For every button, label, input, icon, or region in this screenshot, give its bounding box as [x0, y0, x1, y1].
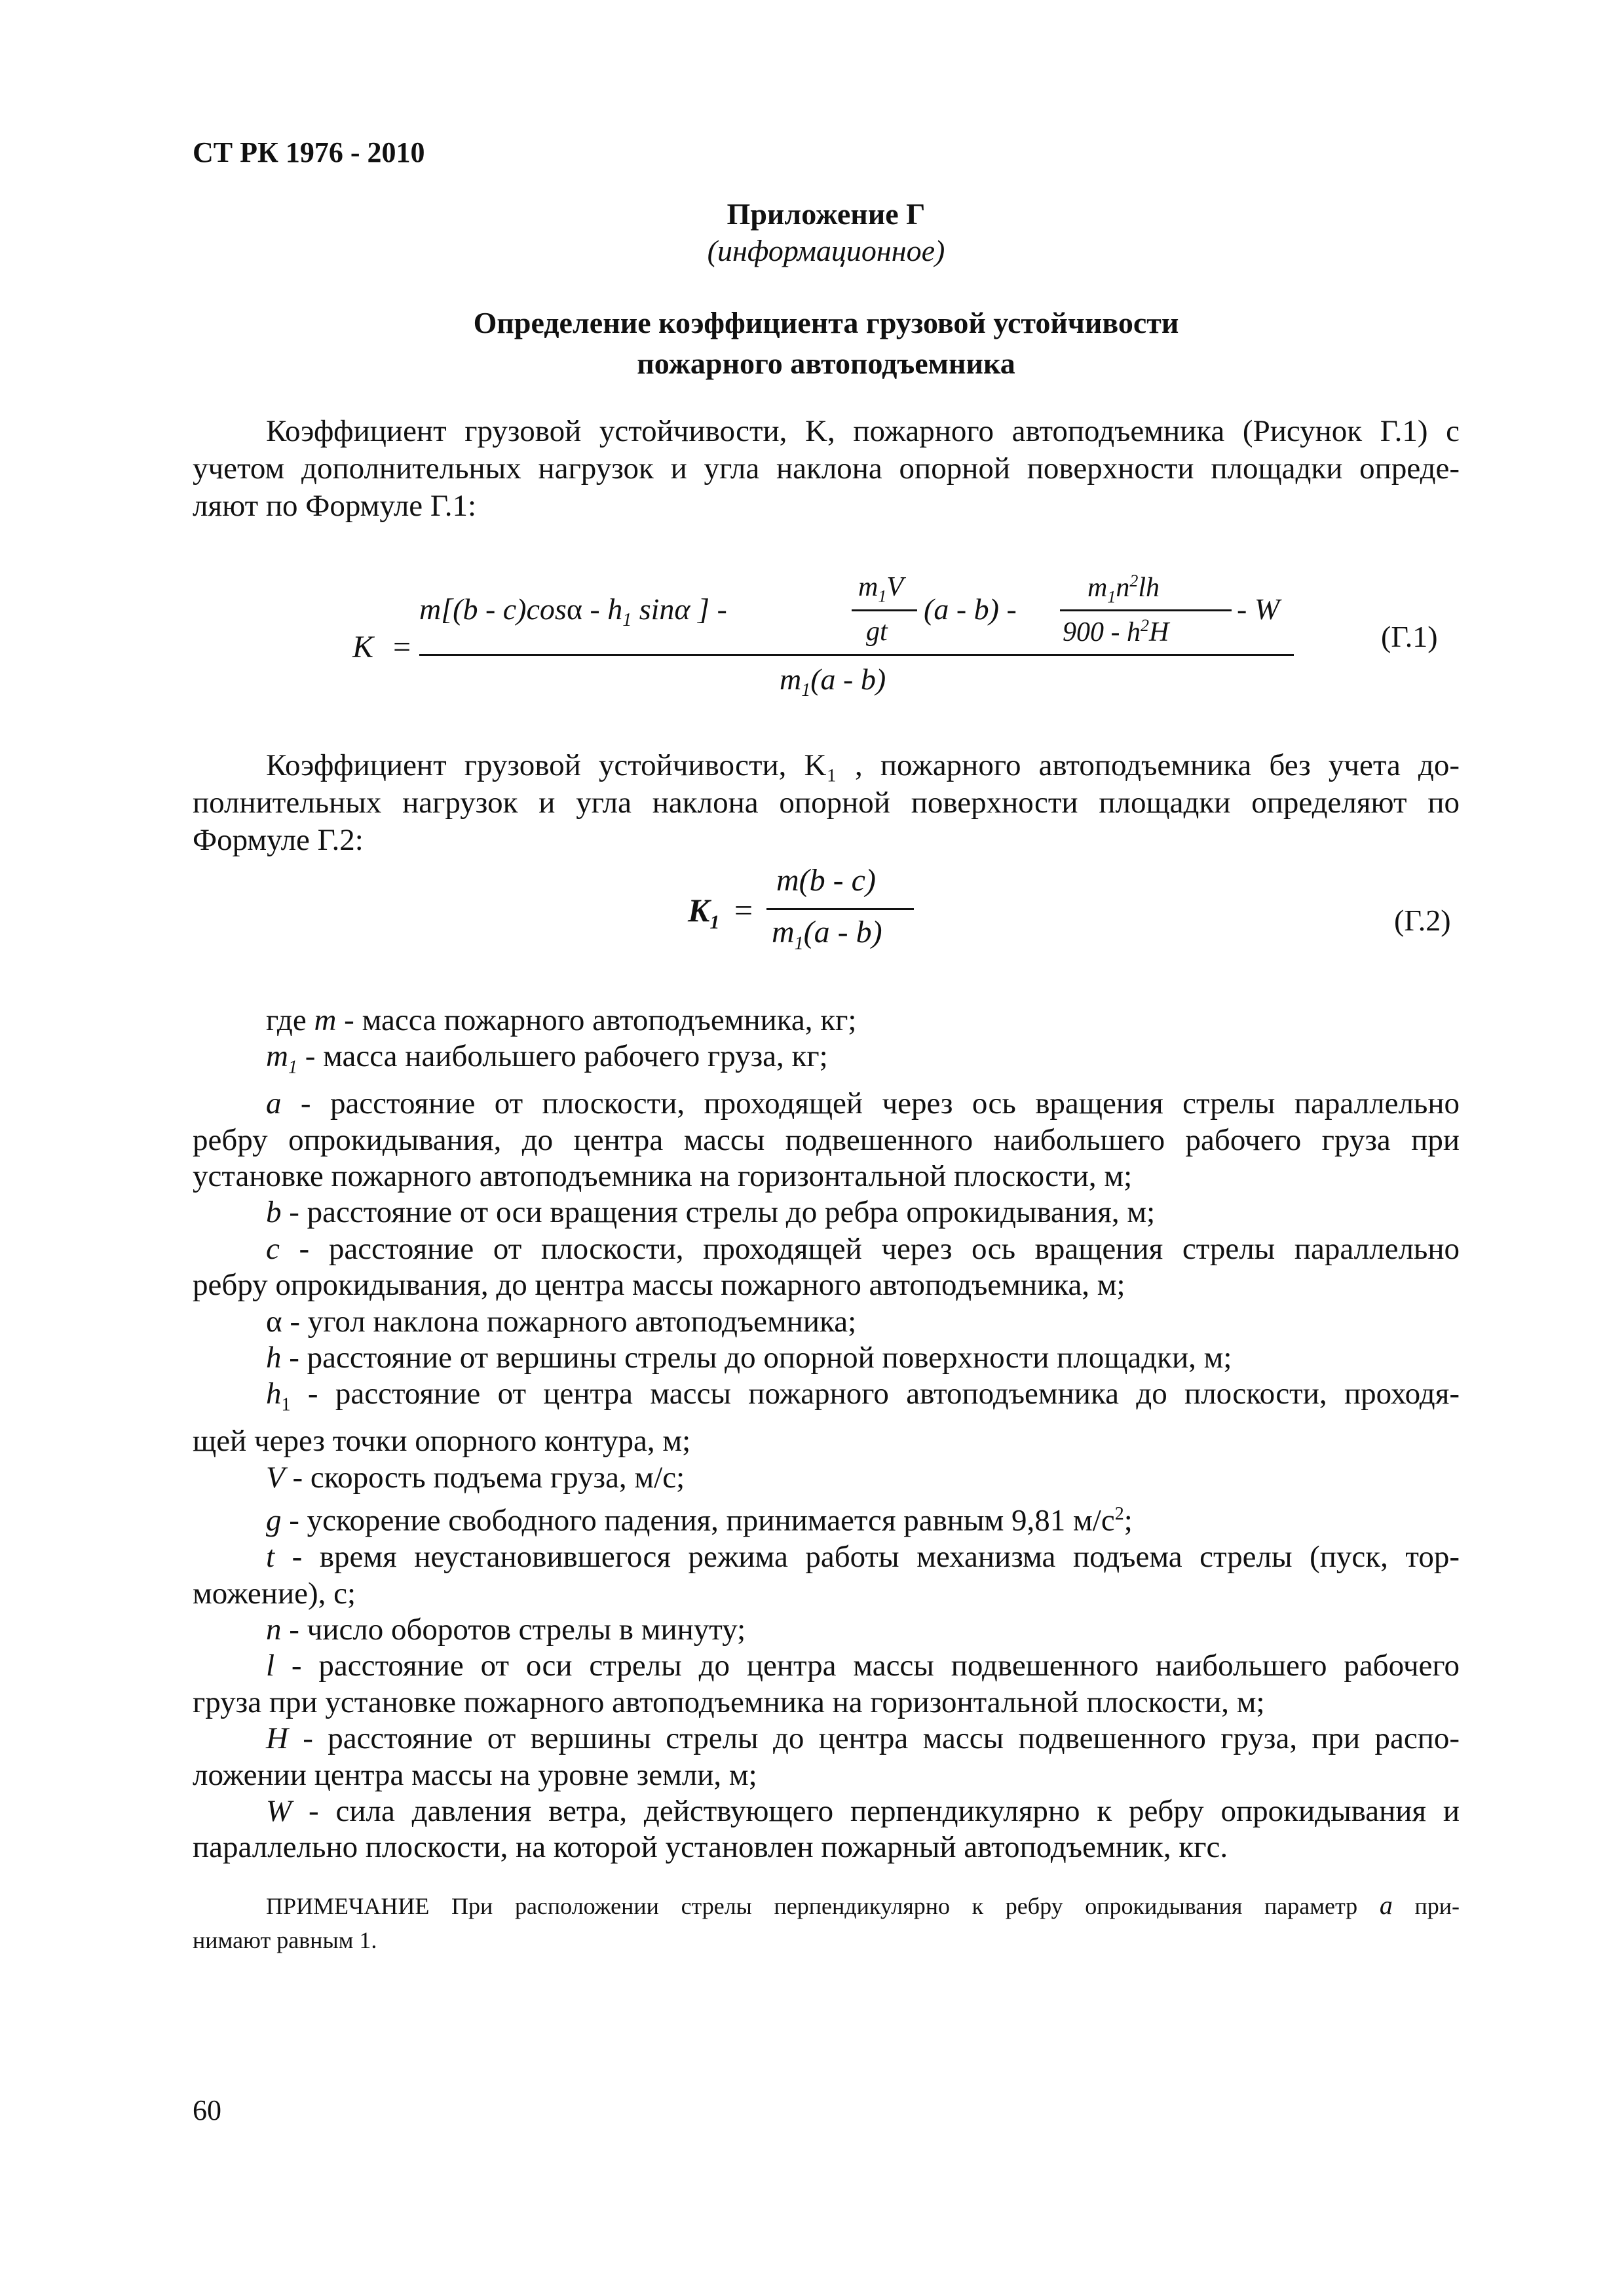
def-c-line1: c - расстояние от плоскости, проходящей через ось вращения стрелы параллельно: [266, 1231, 1460, 1266]
formula1-tail: - W: [1237, 592, 1280, 626]
appendix-title: Приложение Г: [727, 197, 926, 231]
intro1-line2: учетом дополнительных нагрузок и угла наклона опорной поверхности площадки опреде-: [193, 451, 1460, 486]
def-W-line2: параллельно плоскости, на которой установлен пожарный автоподъемник, кгс.: [193, 1830, 1228, 1865]
formula1-ab: (a - b) -: [924, 592, 1017, 626]
def-V: V - скорость подъема груза, м/с;: [266, 1460, 685, 1495]
formula2-bar: [766, 908, 914, 910]
formula1-frac2-num: $m_1n^2lh$: [1087, 571, 1160, 607]
intro2-line2: полнительных нагрузок и угла наклона опорной поверхности площадки определяют по: [193, 786, 1460, 820]
formula1-number: (Г.1): [1381, 620, 1438, 653]
note-line1: ПРИМЕЧАНИЕ При расположении стрелы перпендикулярно к ребру опрокидывания параметр a при-: [266, 1890, 1460, 1920]
appendix-subtitle: (информационное): [707, 234, 945, 267]
note-block: [193, 1888, 1460, 1957]
formula1-frac1-bar: [852, 609, 917, 611]
intro-paragraph-2: [193, 747, 1460, 859]
def-m1: $m_1$ - масса наибольшего рабочего груза, кг;: [266, 1039, 828, 1078]
def-a-line1: a - расстояние от плоскости, проходящей через ось вращения стрелы параллельно: [266, 1086, 1460, 1121]
def-t-line2: можение), с;: [193, 1576, 356, 1611]
def-c-line2: ребру опрокидывания, до центра массы пожарного автоподъемника, м;: [193, 1268, 1125, 1303]
intro2-line3: Формуле Г.2:: [193, 823, 364, 857]
def-l-line1: l - расстояние от оси стрелы до центра массы подвешенного наибольшего рабочего: [266, 1649, 1460, 1683]
formula1-lhs: K =: [352, 630, 411, 664]
def-a-line2: ребру опрокидывания, до центра массы подвешенного наибольшего рабочего груза при: [193, 1122, 1460, 1157]
formula1-main-bar: [419, 654, 1294, 656]
formula1-numerator: $m[(b - c)\cos\alpha - h_1$ sinα ] -: [419, 592, 727, 631]
intro-paragraph-1: [193, 413, 1460, 525]
note-line2: нимают равным 1.: [193, 1927, 377, 1953]
section-title-line2: пожарного автоподъемника: [637, 347, 1015, 380]
formula1-frac1-num: $m_1V$: [858, 572, 903, 606]
page-number: 60: [193, 2094, 221, 2126]
def-h1-line2: щей через точки опорного контура, м;: [193, 1424, 691, 1459]
def-a-line3: установке пожарного автоподъемника на горизонтальной плоскости, м;: [193, 1159, 1133, 1194]
definitions-list: [193, 1003, 1460, 1866]
formula1-frac2-den: $900 - h^2H$: [1063, 616, 1169, 647]
formula2-lhs: $K_1$ =: [688, 892, 753, 933]
def-l-line2: груза при установке пожарного автоподъемника на горизонтальной плоскости, м;: [193, 1685, 1265, 1719]
def-m: где m - масса пожарного автоподъемника, кг;: [266, 1003, 857, 1037]
def-h: h - расстояние от вершины стрелы до опорной поверхности площадки, м;: [266, 1341, 1232, 1375]
formula1-frac2-bar: [1060, 609, 1232, 611]
standard-code: СТ РК 1976 - 2010: [193, 136, 425, 168]
intro2-line1: Коэффициент грузовой устойчивости, K₁ , пожарного автоподъемника без учета до-: [266, 748, 1460, 782]
section-title-line1: Определение коэффициента грузовой устойчивости: [473, 306, 1179, 339]
def-g: g - ускорение свободного падения, принимается равным 9,81 $м/с^2$;: [266, 1503, 1133, 1538]
formula2-number: (Г.2): [1394, 904, 1451, 937]
section-title: [193, 303, 1460, 384]
formula1-frac1-den: gt: [866, 617, 888, 647]
intro1-line1: Коэффициент грузовой устойчивости, K, пожарного автоподъемника (Рисунок Г.1) с: [266, 414, 1460, 448]
def-t-line1: t - время неустановившегося режима работы механизма подъема стрелы (пуск, тор-: [266, 1540, 1460, 1575]
def-H-line1: H - расстояние от вершины стрелы до центра массы подвешенного груза, при распо-: [266, 1721, 1460, 1756]
formula1-denominator: $m_1(a - b)$: [780, 662, 886, 701]
def-H-line2: ложении центра массы на уровне земли, м;: [193, 1757, 757, 1792]
def-n: n - число оборотов стрелы в минуту;: [266, 1612, 746, 1647]
def-h1-line1: $h_1$ - расстояние от центра массы пожарного автоподъемника до плоскости, проходя-: [266, 1377, 1460, 1415]
formula2-denominator: $m_1(a - b)$: [772, 915, 882, 954]
def-W-line1: W - сила давления ветра, действующего перпендикулярно к ребру опрокидывания и: [266, 1793, 1460, 1828]
intro1-line3: ляют по Формуле Г.1:: [193, 489, 477, 523]
def-alpha: α - угол наклона пожарного автоподъемника;: [266, 1304, 857, 1339]
formula2-numerator: m(b - c): [776, 863, 876, 898]
def-b: b - расстояние от оси вращения стрелы до ребра опрокидывания, м;: [266, 1195, 1156, 1230]
